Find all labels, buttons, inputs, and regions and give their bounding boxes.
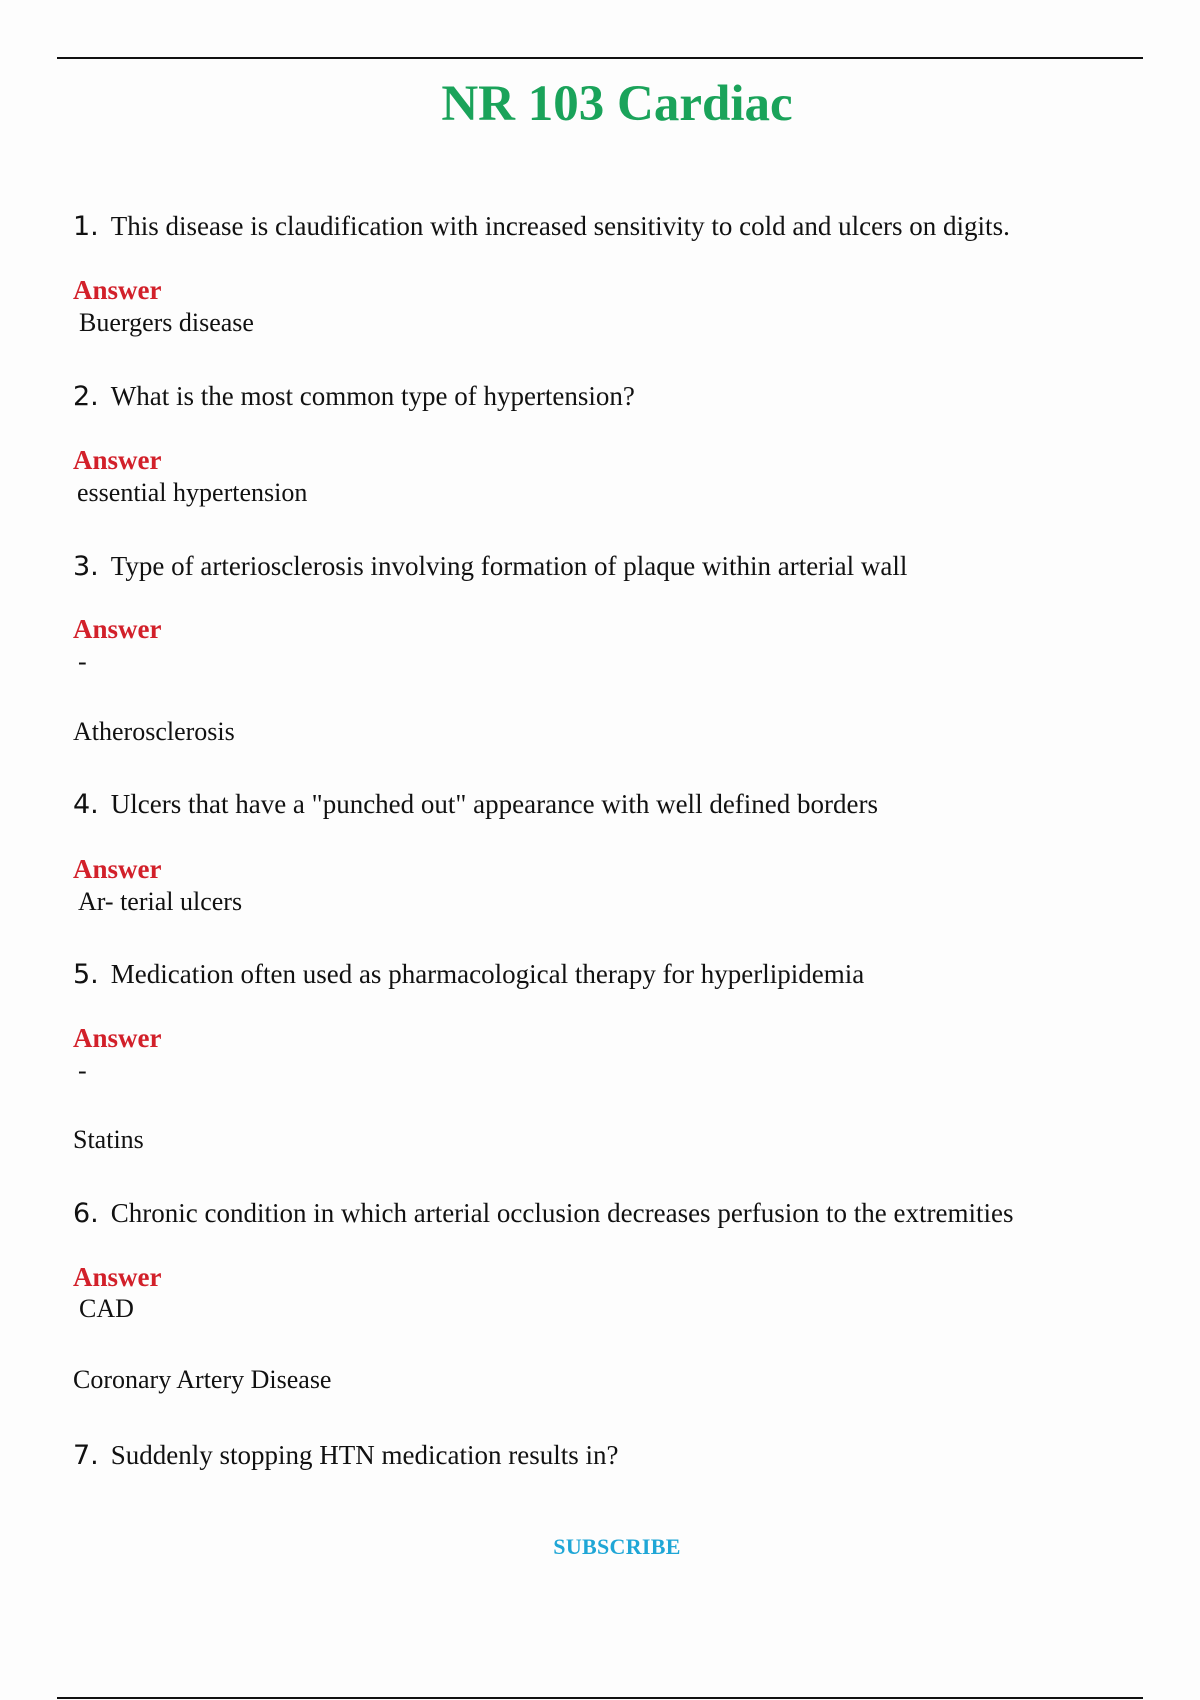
question-number: 7. xyxy=(73,1440,99,1471)
question-number: 2. xyxy=(73,381,99,412)
answer-label: Answer xyxy=(73,614,162,644)
answer-text: Buergers disease xyxy=(79,308,254,337)
answer-label: Answer xyxy=(73,854,162,884)
question-text: Type of arteriosclerosis involving formation of plaque within arterial wall xyxy=(110,551,908,581)
page-title: NR 103 Cardiac xyxy=(441,76,793,132)
question-text: What is the most common type of hypertension? xyxy=(110,381,635,411)
question-number: 4. xyxy=(73,789,99,820)
answer-text: Ar- terial ulcers xyxy=(78,887,243,916)
question-2 xyxy=(73,379,635,414)
question-number: 6. xyxy=(73,1198,99,1229)
answer-label: Answer xyxy=(73,1023,162,1053)
question-text: Medication often used as pharmacological therapy for hyperlipidemia xyxy=(110,959,865,989)
answer-text: CAD xyxy=(79,1294,134,1323)
question-7 xyxy=(73,1438,618,1473)
question-number: 1. xyxy=(73,211,99,242)
question-number: 5. xyxy=(73,959,99,990)
question-text: Chronic condition in which arterial occlusion decreases perfusion to the extremities xyxy=(110,1198,1014,1228)
question-3 xyxy=(73,549,907,584)
question-6 xyxy=(73,1196,1014,1231)
answer-text: Statins xyxy=(73,1125,144,1154)
question-4 xyxy=(73,787,878,822)
question-text: Suddenly stopping HTN medication results in? xyxy=(110,1440,619,1470)
answer-dash: - xyxy=(78,1056,87,1085)
answer-label: Answer xyxy=(73,1262,162,1292)
question-number: 3. xyxy=(73,551,99,582)
question-5 xyxy=(73,957,864,992)
answer-text-expanded: Coronary Artery Disease xyxy=(73,1365,332,1394)
top-divider xyxy=(57,57,1143,59)
answer-label: Answer xyxy=(73,275,162,305)
question-text: Ulcers that have a "punched out" appearance with well defined borders xyxy=(110,789,878,819)
answer-text: Atherosclerosis xyxy=(73,717,235,746)
bottom-divider xyxy=(57,1697,1143,1699)
subscribe-link[interactable]: SUBSCRIBE xyxy=(553,1534,681,1559)
answer-dash: - xyxy=(78,647,87,676)
question-text: This disease is claudification with increased sensitivity to cold and ulcers on digits. xyxy=(110,211,1010,241)
answer-text: essential hypertension xyxy=(77,478,308,507)
answer-label: Answer xyxy=(73,445,162,475)
question-1 xyxy=(73,209,1010,244)
